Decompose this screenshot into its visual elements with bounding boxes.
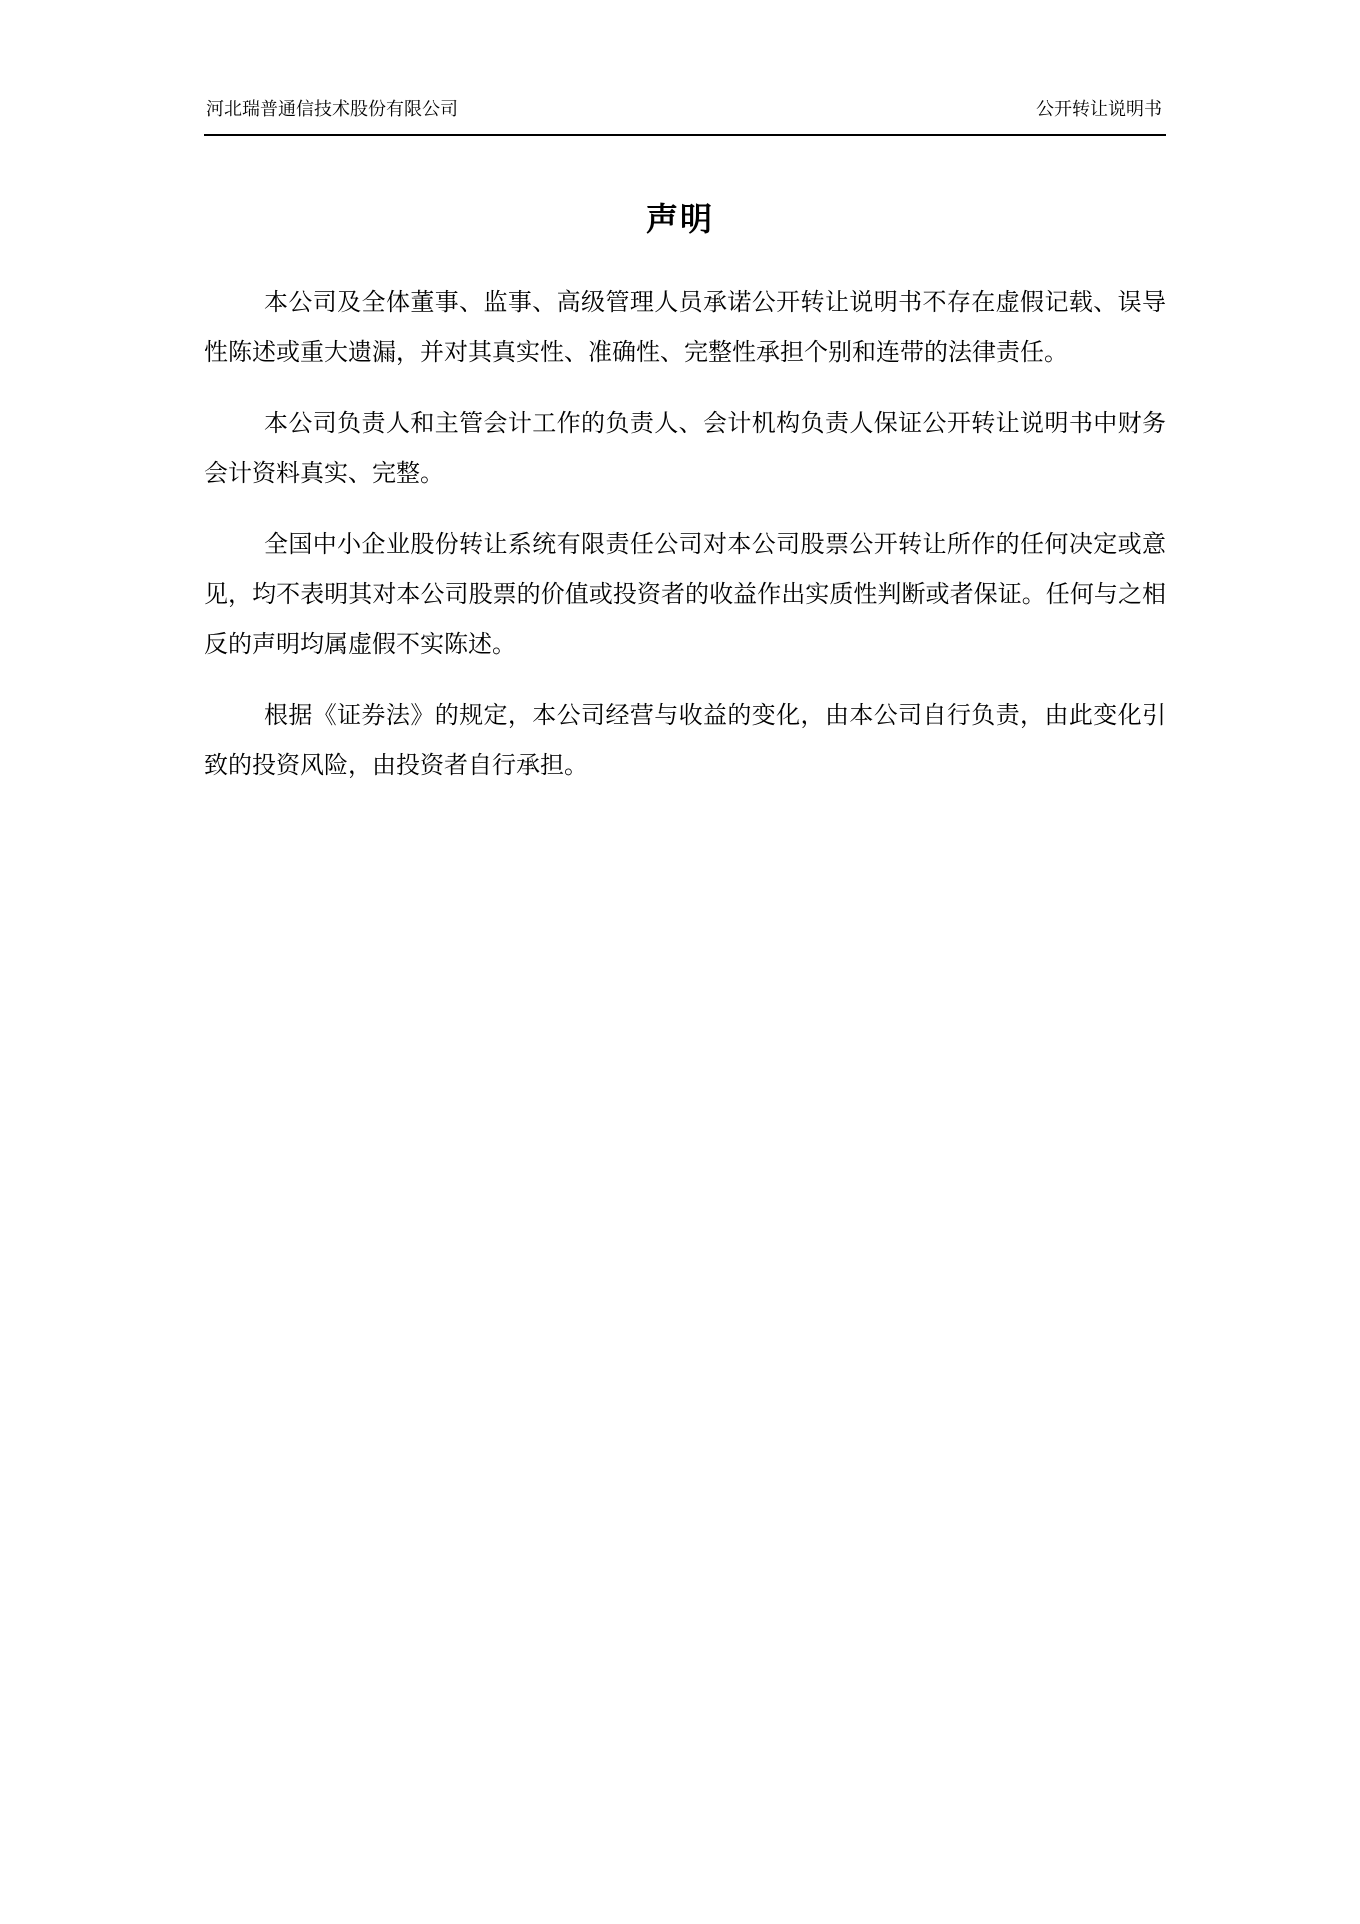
declaration-paragraph-3: 全国中小企业股份转让系统有限责任公司对本公司股票公开转让所作的任何决定或意见，均不表明其对本公司股票的价值或投资者的收益作出实质性判断或者保证。任何与之相反的声明均属虚假不实陈述。 — [204, 530, 1166, 658]
declaration-body — [204, 277, 1166, 811]
page-header — [204, 98, 1166, 136]
declaration-paragraph-2: 本公司负责人和主管会计工作的负责人、会计机构负责人保证公开转让说明书中财务会计资料真实、完整。 — [204, 409, 1166, 487]
declaration-paragraph-1: 本公司及全体董事、监事、高级管理人员承诺公开转让说明书不存在虚假记载、误导性陈述或重大遗漏，并对其真实性、准确性、完整性承担个别和连带的法律责任。 — [204, 288, 1166, 366]
header-document-title: 公开转让说明书 — [1036, 99, 1162, 120]
header-company-name: 河北瑞普通信技术股份有限公司 — [206, 99, 458, 120]
page-title: 声明 — [645, 200, 714, 238]
declaration-paragraph-4: 根据《证券法》的规定，本公司经营与收益的变化，由本公司自行负责，由此变化引致的投资风险，由投资者自行承担。 — [204, 701, 1166, 779]
